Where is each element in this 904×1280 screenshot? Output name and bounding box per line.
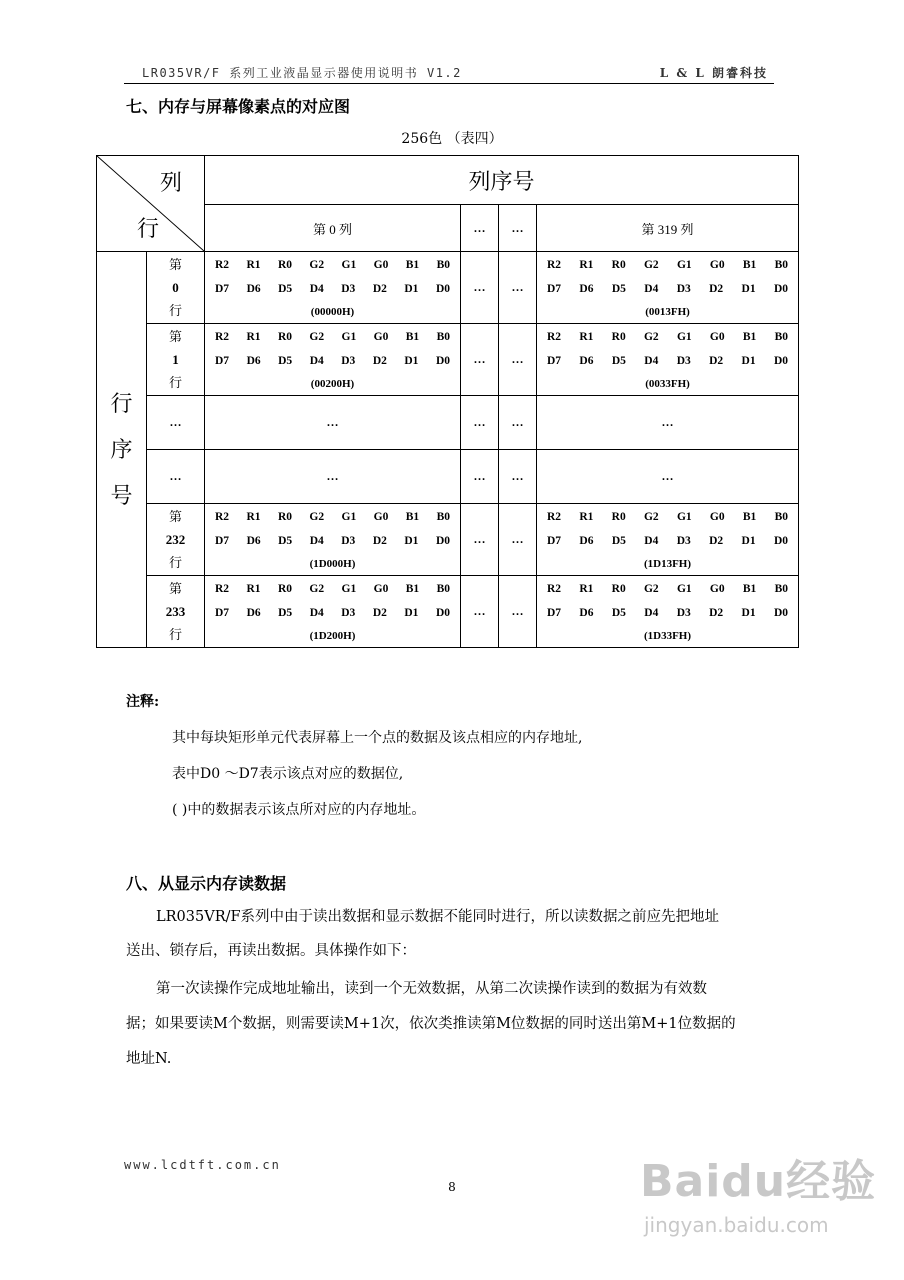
color-bit-row: [537, 253, 798, 277]
bit-label: D0: [773, 606, 789, 619]
bit-label: G1: [676, 510, 692, 523]
footer-url: www.lcdtft.com.cn: [124, 1158, 281, 1172]
ellipsis-cell: …: [461, 450, 499, 504]
bit-label: D4: [644, 606, 659, 619]
memory-address: (1D200H): [309, 629, 356, 642]
note-line-1: 其中每块矩形单元代表屏幕上一个点的数据及该点相应的内存地址,: [172, 730, 583, 746]
bit-label: G2: [309, 510, 325, 523]
bit-label: B1: [405, 258, 420, 271]
row-label-post: 行: [168, 303, 182, 318]
ellipsis-cell: …: [499, 205, 537, 252]
bit-label: B1: [405, 510, 420, 523]
note-line-2: 表中D0 ～D7表示该点对应的数据位,: [172, 766, 404, 782]
bit-label: D5: [278, 282, 293, 295]
bit-label: G2: [643, 510, 659, 523]
notes-title: 注释:: [126, 694, 160, 710]
bit-label: B1: [742, 510, 757, 523]
bit-label: R2: [547, 582, 562, 595]
bit-label: R1: [246, 258, 261, 271]
bit-label: D4: [309, 606, 324, 619]
corner-row-label: 行: [137, 217, 160, 242]
bit-label: D6: [246, 606, 261, 619]
bit-label: B0: [436, 510, 450, 523]
bit-label: R1: [246, 582, 261, 595]
bit-grid: [205, 505, 460, 553]
bit-label: G1: [341, 330, 357, 343]
header-company: L & L 朗睿科技: [659, 66, 768, 80]
data-bit-row: [537, 349, 798, 373]
col-0-header: 第 0 列: [205, 205, 461, 252]
bit-label: D0: [435, 534, 450, 547]
bit-label: D3: [676, 282, 691, 295]
bit-label: D6: [246, 354, 261, 367]
bit-label: G0: [709, 582, 725, 595]
pixel-cell: [205, 576, 461, 648]
color-bit-row: [205, 577, 460, 601]
bit-label: D5: [278, 534, 293, 547]
bit-label: D6: [579, 534, 594, 547]
bit-label: D7: [547, 606, 562, 619]
bit-label: D1: [404, 534, 419, 547]
data-bit-row: [205, 349, 460, 373]
bit-label: D6: [246, 534, 261, 547]
bit-label: D6: [579, 606, 594, 619]
bit-label: B0: [774, 510, 788, 523]
ellipsis-cell: …: [461, 504, 499, 576]
row-label-num: 0: [172, 280, 179, 295]
ellipsis-cell: …: [205, 450, 461, 504]
bit-label: R1: [579, 582, 594, 595]
row-label-post: 行: [168, 555, 182, 570]
bit-label: G0: [373, 330, 389, 343]
bit-label: G1: [341, 582, 357, 595]
bit-label: G1: [676, 258, 692, 271]
ellipsis-cell: …: [461, 324, 499, 396]
color-bit-row: [537, 325, 798, 349]
bit-label: D2: [372, 354, 387, 367]
bit-label: D2: [709, 606, 724, 619]
bit-grid: [537, 325, 798, 373]
paragraph-2-line-2: 据；如果要读M个数据，则需要读M+1次，依次类推读第M位数据的同时送出第M+1位数据的: [126, 1016, 736, 1032]
bit-label: D1: [741, 282, 756, 295]
row-label-pre: 第: [168, 329, 182, 344]
page-header: [124, 64, 774, 84]
row-seq-char: 号: [110, 482, 133, 508]
bit-label: D4: [644, 282, 659, 295]
bit-grid: [205, 253, 460, 301]
section-8-title: 八、从显示内存读数据: [126, 874, 287, 893]
bit-label: D0: [773, 534, 789, 547]
bit-label: R2: [547, 510, 562, 523]
bit-label: D4: [644, 354, 659, 367]
bit-label: G1: [341, 510, 357, 523]
bit-label: G1: [676, 582, 692, 595]
bit-label: D7: [215, 534, 230, 547]
data-bit-row: [205, 601, 460, 625]
bit-label: R2: [215, 510, 230, 523]
ellipsis-cell: …: [147, 450, 205, 504]
bit-label: B0: [774, 258, 788, 271]
pixel-cell: [537, 504, 799, 576]
color-bit-row: [205, 253, 460, 277]
row-label-post: 行: [168, 627, 182, 642]
bit-label: G0: [709, 510, 725, 523]
ellipsis-cell: …: [499, 396, 537, 450]
bit-grid: [537, 253, 798, 301]
bit-label: D3: [341, 354, 356, 367]
color-bit-row: [537, 577, 798, 601]
bit-label: G2: [309, 258, 325, 271]
ellipsis-cell: …: [537, 450, 799, 504]
bit-label: D1: [404, 606, 419, 619]
bit-label: D5: [611, 282, 626, 295]
bit-label: D6: [579, 282, 594, 295]
bit-label: D0: [435, 354, 450, 367]
row-label-num: 233: [165, 604, 186, 619]
bit-label: D3: [341, 534, 356, 547]
bit-label: D1: [741, 534, 756, 547]
paragraph-1-line-1: LR035VR/F系列中由于读出数据和显示数据不能同时进行，所以读数据之前应先把地址: [156, 909, 720, 925]
ellipsis-cell: …: [499, 252, 537, 324]
row-label-pre: 第: [168, 509, 182, 524]
ellipsis-cell: …: [147, 396, 205, 450]
bit-label: G0: [709, 330, 725, 343]
paragraph-1-line-2: 送出、锁存后，再读出数据。具体操作如下：: [126, 943, 416, 959]
row-label: [147, 576, 205, 648]
memory-address: (1D000H): [309, 557, 356, 570]
section-7-title: 七、内存与屏幕像素点的对应图: [126, 97, 351, 116]
bit-label: G0: [373, 258, 389, 271]
page-number: 8: [448, 1180, 456, 1194]
ellipsis-cell: …: [499, 504, 537, 576]
bit-label: R1: [246, 330, 261, 343]
bit-label: D5: [611, 354, 626, 367]
row-label-pre: 第: [168, 581, 182, 596]
memory-address: (00200H): [310, 377, 355, 390]
header-doc-title: LR035VR/F 系列工业液晶显示器使用说明书 V1.2: [142, 66, 462, 80]
bit-label: D0: [773, 354, 789, 367]
pixel-cell: [537, 252, 799, 324]
bit-label: D3: [341, 606, 356, 619]
bit-label: R0: [611, 510, 626, 523]
bit-label: D6: [579, 354, 594, 367]
bit-label: D3: [341, 282, 356, 295]
ellipsis-cell: …: [499, 576, 537, 648]
bit-grid: [537, 505, 798, 553]
bit-label: G2: [643, 582, 659, 595]
bit-label: D1: [404, 282, 419, 295]
bit-label: G2: [309, 582, 325, 595]
bit-label: R1: [579, 258, 594, 271]
ellipsis-cell: …: [205, 396, 461, 450]
bit-grid: [205, 325, 460, 373]
row-seq-char: 行: [110, 390, 133, 416]
bit-label: D7: [215, 606, 230, 619]
bit-label: D1: [404, 354, 419, 367]
bit-label: B0: [436, 258, 450, 271]
bit-label: R1: [579, 330, 594, 343]
bit-label: R0: [611, 258, 626, 271]
bit-label: B0: [436, 582, 450, 595]
bit-label: B0: [774, 582, 788, 595]
bit-label: D1: [741, 606, 756, 619]
bit-label: R2: [547, 330, 562, 343]
bit-label: D4: [309, 282, 324, 295]
bit-label: R0: [277, 330, 292, 343]
column-sequence-header: 列序号: [205, 156, 799, 205]
memory-address: (0033FH): [645, 377, 690, 390]
bit-label: G2: [643, 258, 659, 271]
bit-label: D0: [435, 606, 450, 619]
bit-grid: [205, 577, 460, 625]
ellipsis-cell: …: [461, 205, 499, 252]
bit-label: D1: [741, 354, 756, 367]
bit-label: D2: [709, 534, 724, 547]
bit-label: B0: [774, 330, 788, 343]
bit-label: B1: [742, 258, 757, 271]
row-seq-char: 序: [110, 436, 133, 462]
bit-label: B1: [405, 330, 420, 343]
bit-label: D7: [547, 534, 562, 547]
row-label-pre: 第: [168, 257, 182, 272]
ellipsis-cell: …: [499, 324, 537, 396]
data-bit-row: [205, 529, 460, 553]
color-bit-row: [205, 325, 460, 349]
data-bit-row: [537, 529, 798, 553]
bit-label: G2: [643, 330, 659, 343]
row-label: [147, 324, 205, 396]
memory-address: (0013FH): [645, 305, 690, 318]
col-319-header: 第 319 列: [537, 205, 799, 252]
corner-col-label: 列: [159, 171, 182, 196]
bit-label: D2: [372, 282, 387, 295]
bit-label: B1: [742, 582, 757, 595]
bit-label: D3: [676, 354, 691, 367]
ellipsis-cell: …: [461, 396, 499, 450]
paragraph-2-line-1: 第一次读操作完成地址输出，读到一个无效数据，从第二次读操作读到的数据为有效数: [156, 981, 707, 997]
bit-label: D7: [547, 354, 562, 367]
table-corner-cell: [97, 156, 205, 252]
pixel-cell: [537, 576, 799, 648]
data-bit-row: [537, 601, 798, 625]
bit-label: D4: [644, 534, 659, 547]
bit-label: R0: [277, 510, 292, 523]
bit-label: R2: [215, 330, 230, 343]
bit-label: D6: [246, 282, 261, 295]
bit-label: D7: [547, 282, 562, 295]
bit-label: G1: [676, 330, 692, 343]
bit-label: B1: [742, 330, 757, 343]
pixel-cell: [537, 324, 799, 396]
ellipsis-cell: …: [537, 396, 799, 450]
bit-label: R0: [277, 582, 292, 595]
row-label-post: 行: [168, 375, 182, 390]
bit-label: B1: [405, 582, 420, 595]
bit-label: D7: [215, 354, 230, 367]
bit-label: R2: [215, 258, 230, 271]
bit-label: D3: [676, 534, 691, 547]
ellipsis-cell: …: [499, 450, 537, 504]
memory-pixel-table: [96, 155, 799, 648]
bit-grid: [537, 577, 798, 625]
bit-label: R2: [215, 582, 230, 595]
bit-label: R0: [277, 258, 292, 271]
bit-label: D3: [676, 606, 691, 619]
bit-label: D2: [709, 282, 724, 295]
bit-label: D5: [611, 534, 626, 547]
data-bit-row: [537, 277, 798, 301]
pixel-cell: [205, 504, 461, 576]
pixel-cell: [205, 324, 461, 396]
bit-label: R1: [246, 510, 261, 523]
row-label-num: 1: [172, 352, 179, 367]
bit-label: D7: [215, 282, 230, 295]
bit-label: D4: [309, 354, 324, 367]
bit-label: R0: [611, 330, 626, 343]
bit-label: G1: [341, 258, 357, 271]
bit-label: D2: [372, 534, 387, 547]
row-sequence-header: [97, 252, 147, 648]
memory-address: (00000H): [310, 305, 355, 318]
bit-label: R0: [611, 582, 626, 595]
pixel-cell: [205, 252, 461, 324]
memory-address: (1D33FH): [643, 629, 692, 642]
table-caption: 256色 （表四）: [401, 131, 503, 147]
watermark-logo: Baidu经验: [640, 1156, 877, 1207]
row-label: [147, 504, 205, 576]
bit-label: R1: [579, 510, 594, 523]
bit-label: R2: [547, 258, 562, 271]
note-line-3: ( )中的数据表示该点所对应的内存地址。: [172, 802, 426, 818]
bit-label: D2: [372, 606, 387, 619]
bit-label: D2: [709, 354, 724, 367]
data-bit-row: [205, 277, 460, 301]
bit-label: D5: [611, 606, 626, 619]
paragraph-2-line-3: 地址N.: [126, 1051, 172, 1067]
bit-label: B0: [436, 330, 450, 343]
bit-label: D0: [773, 282, 789, 295]
bit-label: D5: [278, 606, 293, 619]
row-label-num: 232: [165, 532, 186, 547]
bit-label: G0: [373, 582, 389, 595]
ellipsis-cell: …: [461, 252, 499, 324]
bit-label: D4: [309, 534, 324, 547]
row-label: [147, 252, 205, 324]
bit-label: G0: [373, 510, 389, 523]
memory-address: (1D13FH): [643, 557, 692, 570]
color-bit-row: [537, 505, 798, 529]
baidu-watermark: [640, 1145, 880, 1265]
bit-label: G0: [709, 258, 725, 271]
bit-label: D5: [278, 354, 293, 367]
bit-label: G2: [309, 330, 325, 343]
ellipsis-cell: …: [461, 576, 499, 648]
bit-label: D0: [435, 282, 450, 295]
watermark-url: jingyan.baidu.com: [644, 1213, 829, 1237]
color-bit-row: [205, 505, 460, 529]
